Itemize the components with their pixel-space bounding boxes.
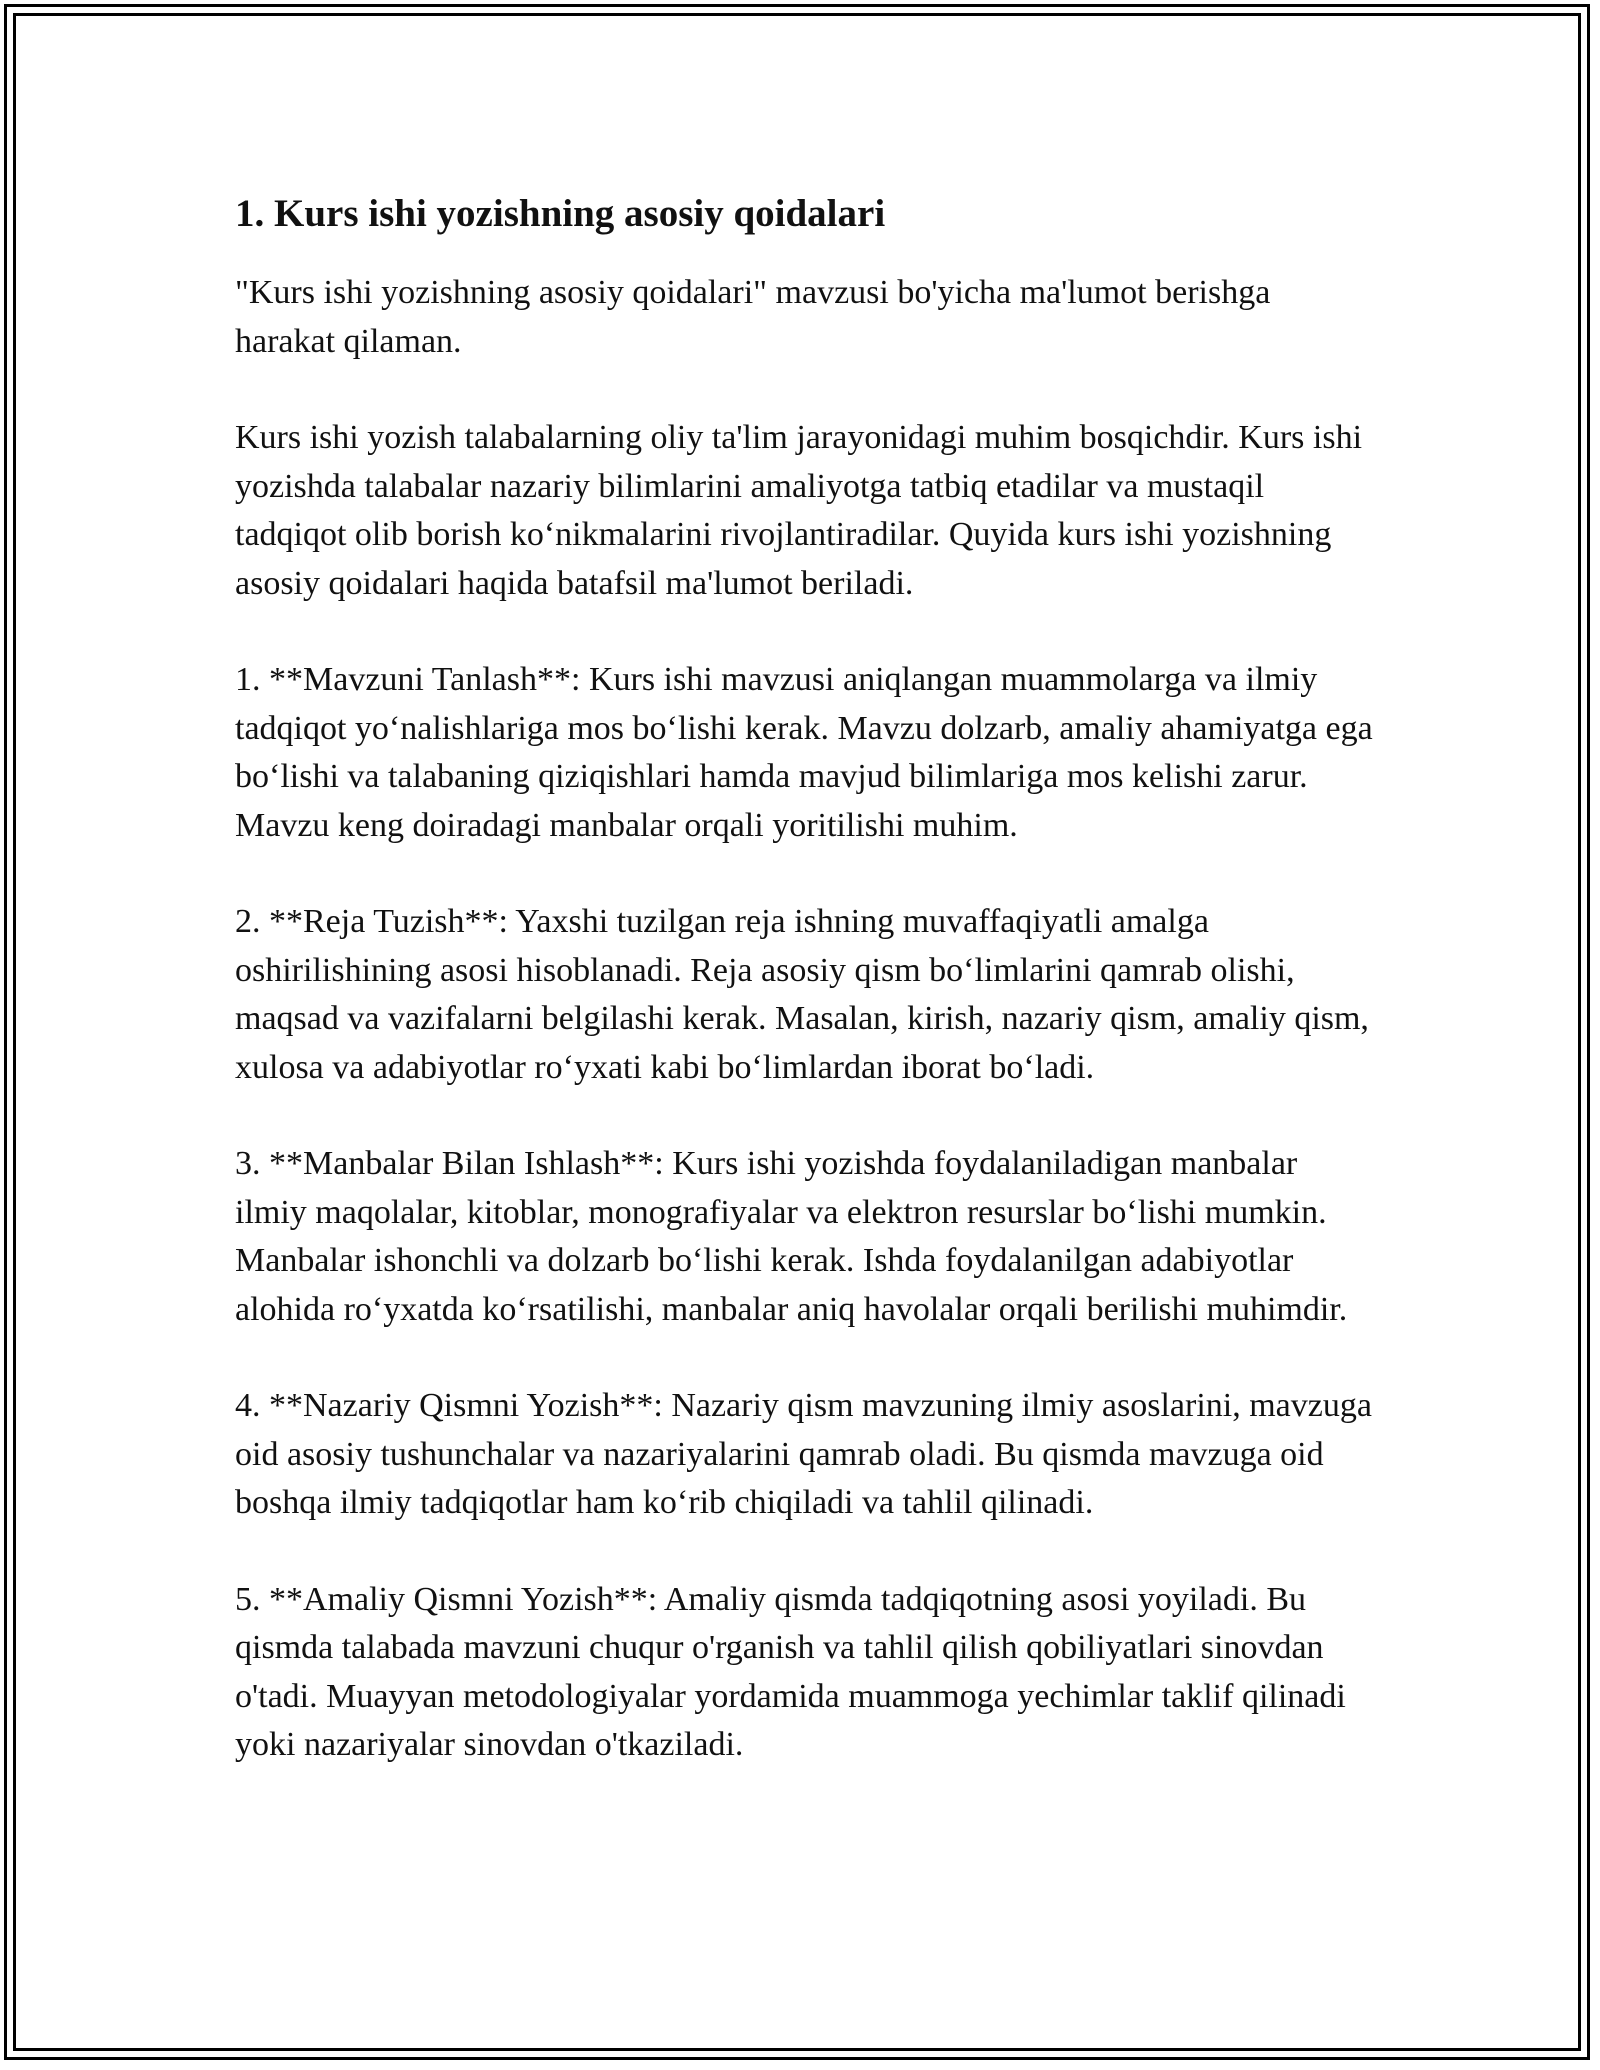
rule-1-paragraph: 1. **Mavzuni Tanlash**: Kurs ishi mavzusi aniqlangan muammolarga va ilmiy tadqiqot yoʻnalishlariga mos boʻlishi kerak. Mavzu dolzarb, amaliy ahamiyatga ega boʻlishi va talabaning qiziqishlari hamda mavjud bilimlariga mos kelishi zarur. Mavzu keng doiradagi manbalar orqali yoritilishi muhim. <box>235 661 1373 844</box>
rule-2-paragraph: 2. **Reja Tuzish**: Yaxshi tuzilgan reja ishning muvaffaqiyatli amalga oshirilishining asosi hisoblanadi. Reja asosiy qism boʻlimlarini qamrab olishi, maqsad va vazifalarni belgilashi kerak. Masalan, kirish, nazariy qism, amaliy qism, xulosa va adabiyotlar roʻyxati kabi boʻlimlardan iborat boʻladi. <box>235 903 1369 1086</box>
rule-3-paragraph: 3. **Manbalar Bilan Ishlash**: Kurs ishi yozishda foydalaniladigan manbalar ilmiy maqolalar, kitoblar, monografiyalar va elektron resurslar boʻlishi mumkin. Manbalar ishonchli va dolzarb boʻlishi kerak. Ishda foydalanilgan adabiyotlar alohida roʻyxatda koʻrsatilishi, manbalar aniq havolalar orqali berilishi muhimdir. <box>235 1145 1348 1328</box>
rule-4-paragraph: 4. **Nazariy Qismni Yozish**: Nazariy qism mavzuning ilmiy asoslarini, mavzuga oid asosiy tushunchalar va nazariyalarini qamrab oladi. Bu qismda mavzuga oid boshqa ilmiy tadqiqotlar ham koʻrib chiqiladi va tahlil qilinadi. <box>235 1387 1372 1521</box>
rule-5-paragraph: 5. **Amaliy Qismni Yozish**: Amaliy qismda tadqiqotning asosi yoyiladi. Bu qismda talabada mavzuni chuqur o'rganish va tahlil qilish qobiliyatlari sinovdan o'tadi. Muayyan metodologiyalar yordamida muammoga yechimlar taklif qilinadi yoki nazariyalar sinovdan o'tkaziladi. <box>235 1580 1346 1763</box>
document-heading: 1. Kurs ishi yozishning asosiy qoidalari <box>235 192 886 235</box>
intro-paragraph: "Kurs ishi yozishning asosiy qoidalari" mavzusi bo'yicha ma'lumot berishga harakat qilaman. <box>235 274 1271 360</box>
document-body <box>235 185 1375 1818</box>
overview-paragraph: Kurs ishi yozish talabalarning oliy ta'lim jarayonidagi muhim bosqichdir. Kurs ishi yozishda talabalar nazariy bilimlarini amaliyotga tatbiq etadilar va mustaqil tadqiqot olib borish koʻnikmalarini rivojlantiradilar. Quyida kurs ishi yozishning asosiy qoidalari haqida batafsil ma'lumot beriladi. <box>235 419 1363 602</box>
